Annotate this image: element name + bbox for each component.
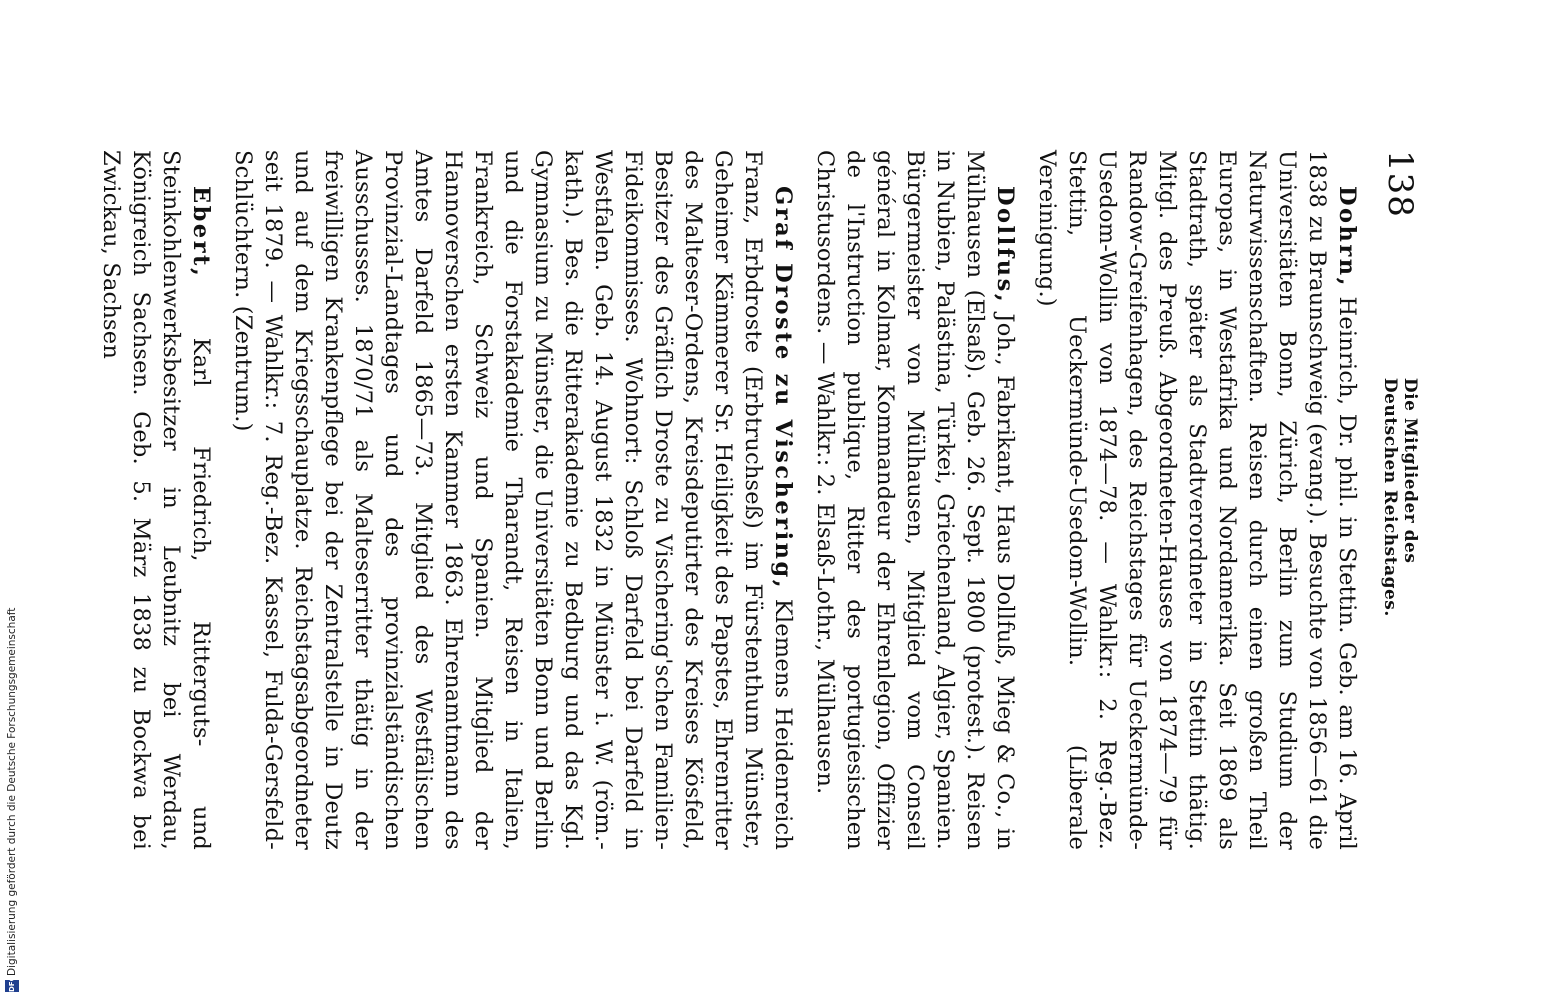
biography-entry (96, 150, 216, 850)
dfg-logo-icon: DFG (5, 980, 19, 992)
entry-name: Graf Droste zu Vischering, (770, 186, 796, 591)
rotated-book-page (98, 150, 1420, 851)
running-head (1380, 150, 1420, 850)
page-number: 138 (1380, 150, 1420, 218)
entry-name: Ebert, (188, 186, 214, 279)
running-title: Die Mitglieder des Deutschen Reichstages. (1380, 377, 1420, 617)
biography-entry (810, 150, 1020, 850)
entry-text: Heinrich, Dr. phil. in Stettin. Geb. am 16. April 1838 zu Braunschweig (evang.). Besuchte von 1856—61 die Universitäten Bonn, Zürich, Berlin zum Studium der Naturwissenschaften. Reisen durch einen großen Theil Europas, in Westafrika und Nordamerika. Seit 1869 als Stadtrath, später als Stadtverordneter in Stettin thätig. Mitgl. des Preuß. Abgeordneten-Hauses von 1874—79 für Randow-Greifenhagen, des Reichstages für Ueckermünde-Usedom-Wollin von 1874—78. — Wahlkr.: 2. Reg.-Bez. Stettin, Ueckermünde-Usedom-Wollin. (Liberale Vereinigung.) (1034, 150, 1360, 850)
biography-entries (96, 150, 1362, 850)
digitization-credit-text: Digitalisierung gefördert durch die Deutsche Forschungsgemeinschaft (6, 607, 18, 976)
digitization-credit (2, 0, 22, 998)
entry-name: Dollfus, (992, 186, 1018, 305)
biography-entry (228, 150, 798, 850)
biography-entry (1032, 150, 1362, 850)
entry-name: Dohrn, (1334, 186, 1360, 288)
entry-text: Klemens Heidenreich Franz, Erbdroste (Erbtruchseß) im Fürstenthum Münster, Geheimer Kämmerer Sr. Heiligkeit des Papstes, Ehrenritter des Malteser-Ordens, Kreisdeputirter des Kreises Kösfeld, Besitzer des Gräflich Droste zu Vischering'schen Familien-Fideikommisses. Wohnort: Schloß Darfeld bei Darfeld in Westfalen. Geb. 14. August 1832 in Münster i. W. (röm.-kath.). Bes. die Ritterakademie zu Bedburg und das Kgl. Gymnasium zu Münster, die Universitäten Bonn und Berlin und die Forstakademie Tharandt, Reisen in Italien, Frankreich, Schweiz und Spanien. Mitglied der Hannoverschen ersten Kammer 1863. Ehrenamtmann des Amtes Darfeld 1865—73. Mitglied des Westfälischen Provinzial-Landtages und des provinzialständischen Ausschusses. 1870/71 als Malteserritter thätig in der freiwilligen Krankenpflege bei der Zentralstelle in Deutz und auf dem Kriegsschauplatze. Reichstagsabgeordneter seit 1879. — Wahlkr.: 7. Reg.-Bez. Kassel, Fulda-Gersfeld-Schlüchtern. (Zentrum.) (230, 150, 796, 851)
entry-text: Joh., Fabrikant, Haus Dollfuß, Mieg & Co., in Mülhausen (Elsaß). Geb. 26. Sept. 1800 (protest.). Reisen in Nubien, Palästina, Türkei, Griechenland, Algier, Spanien. Bürgermeister von Mülhausen, Mitglied vom Conseil général in Kolmar, Kommandeur der Ehrenlegion, Offizier de l'Instruction publique, Ritter des portugiesischen Christusordens. — Wahlkr.: 2. Elsaß-Lothr., Mülhausen. (812, 150, 1018, 850)
entry-text: Karl Friedrich, Ritterguts- und Steinkohlenwerksbesitzer in Leubnitz bei Werdau, Königreich Sachsen. Geb. 5. März 1838 zu Bockwa bei Zwickau, Sachsen (98, 150, 214, 850)
